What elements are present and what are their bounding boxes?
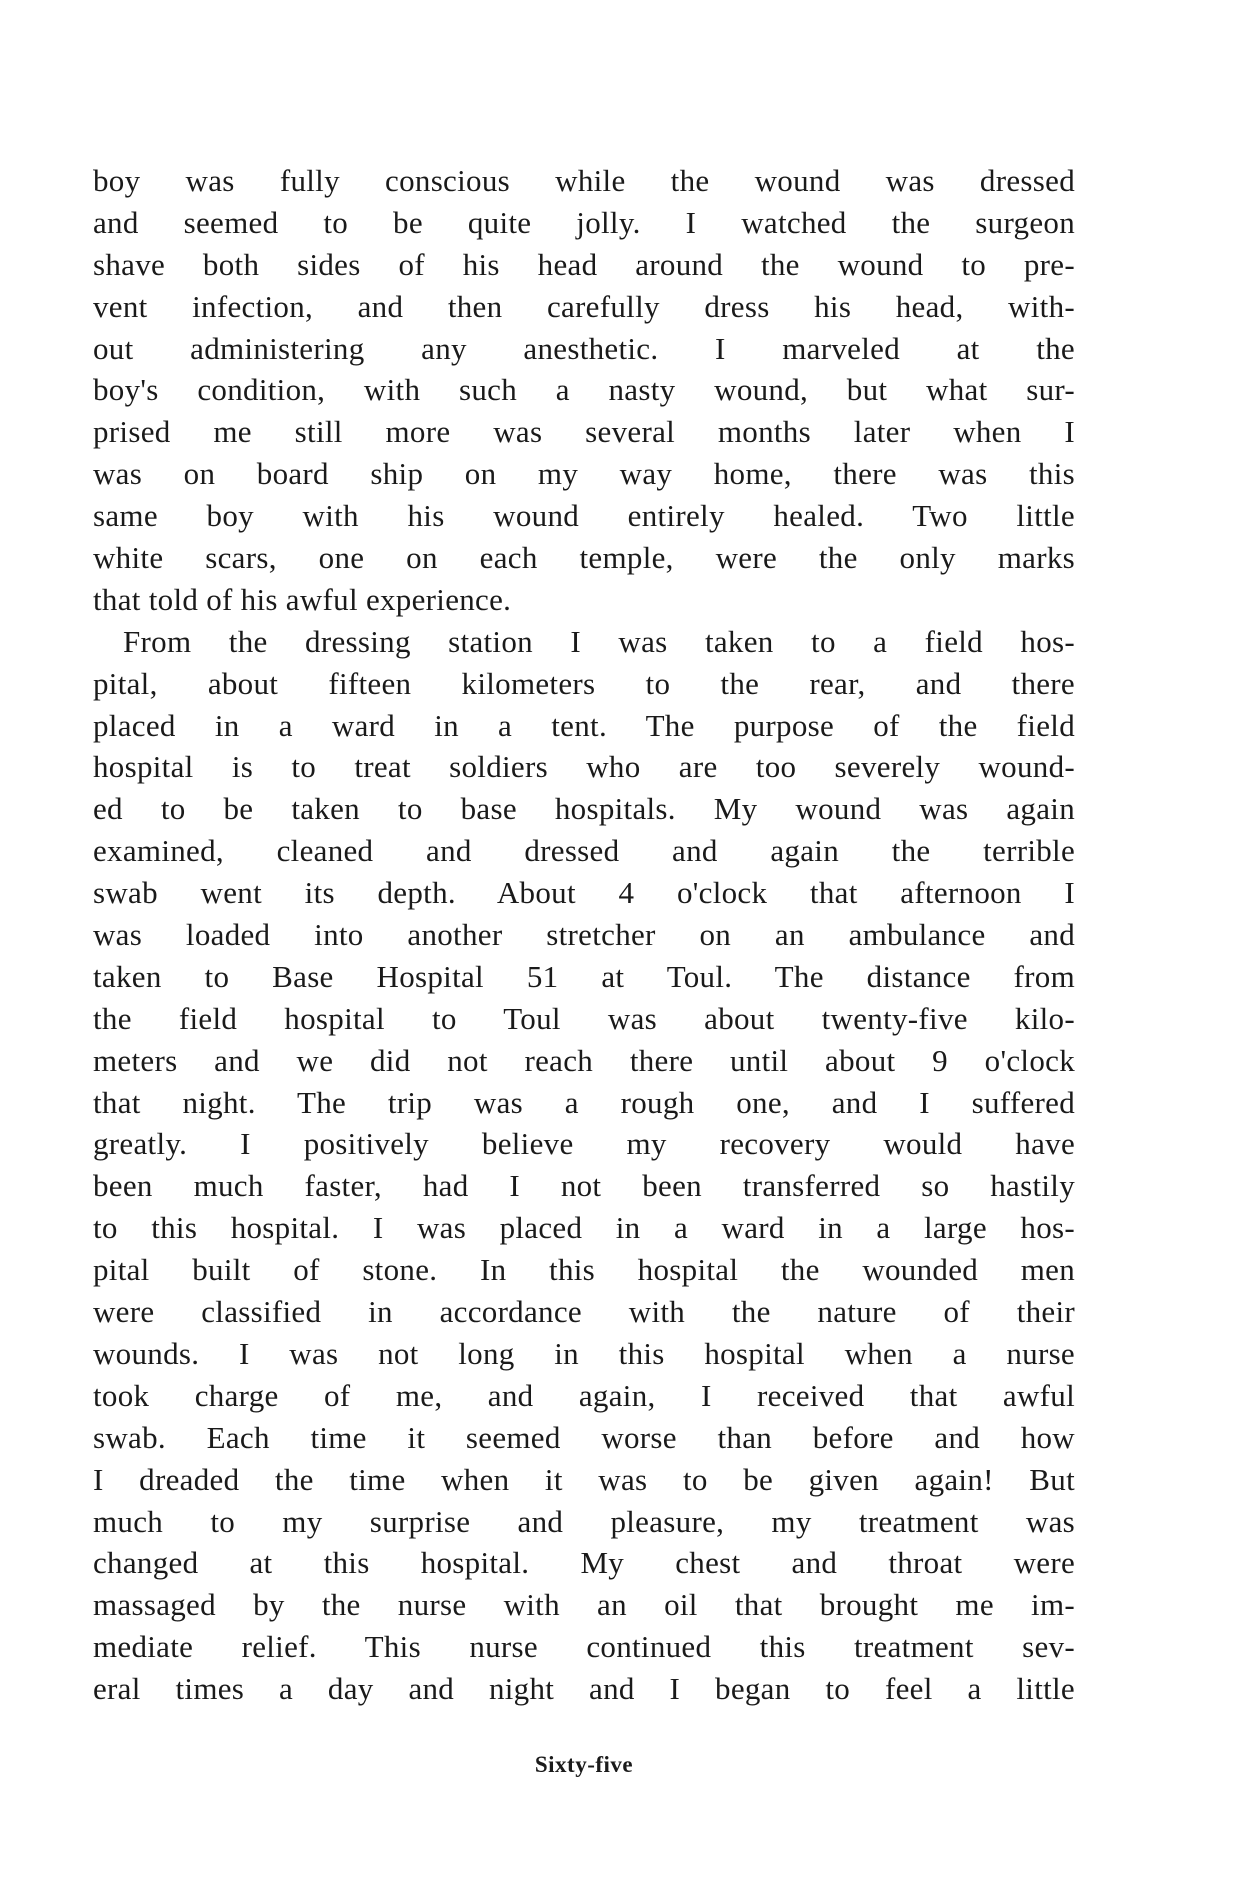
text-line: taken to Base Hospital 51 at Toul. The distance from xyxy=(93,958,1075,994)
text-line: examined, cleaned and dressed and again the terrible xyxy=(93,833,1075,869)
text-line: and seemed to be quite jolly. I watched the surgeon xyxy=(93,204,1075,240)
text-line: ed to be taken to base hospitals. My wound was again xyxy=(93,791,1075,827)
text-line: greatly. I positively believe my recovery would have xyxy=(93,1126,1075,1162)
text-line: took charge of me, and again, I received that awful xyxy=(93,1377,1075,1413)
text-line: meters and we did not reach there until about 9 o'clock xyxy=(93,1042,1075,1078)
text-line: placed in a ward in a tent. The purpose of the field xyxy=(93,707,1075,743)
text-line: From the dressing station I was taken to a field hos- xyxy=(123,623,1075,659)
body-text xyxy=(93,160,1075,1710)
text-line: boy's condition, with such a nasty wound, but what sur- xyxy=(93,372,1075,408)
text-line: hospital is to treat soldiers who are too severely wound- xyxy=(93,749,1075,785)
text-line: pital, about fifteen kilometers to the rear, and there xyxy=(93,665,1075,701)
text-line: prised me still more was several months later when I xyxy=(93,414,1075,450)
text-line: shave both sides of his head around the wound to pre- xyxy=(93,246,1075,282)
text-line: swab. Each time it seemed worse than before and how xyxy=(93,1419,1075,1455)
text-line: was loaded into another stretcher on an ambulance and xyxy=(93,917,1075,953)
page-number: Sixty-five xyxy=(534,1752,634,1777)
text-line: pital built of stone. In this hospital the wounded men xyxy=(93,1252,1075,1288)
text-line: much to my surprise and pleasure, my treatment was xyxy=(93,1503,1075,1539)
text-line: white scars, one on each temple, were the only marks xyxy=(93,540,1075,576)
text-line: were classified in accordance with the nature of their xyxy=(93,1294,1075,1330)
text-line: mediate relief. This nurse continued this treatment sev- xyxy=(93,1629,1075,1665)
text-line: eral times a day and night and I began to feel a little xyxy=(93,1671,1075,1707)
paragraph xyxy=(93,621,1075,1710)
text-line: that told of his awful experience. xyxy=(93,581,512,617)
text-line: out administering any anesthetic. I marveled at the xyxy=(93,330,1075,366)
paragraph xyxy=(93,160,1075,621)
text-line: wounds. I was not long in this hospital when a nurse xyxy=(93,1335,1075,1371)
text-line: the field hospital to Toul was about twenty-five kilo- xyxy=(93,1000,1075,1036)
text-line: same boy with his wound entirely healed. Two little xyxy=(93,498,1075,534)
text-line: to this hospital. I was placed in a ward in a large hos- xyxy=(93,1210,1075,1246)
text-line: swab went its depth. About 4 o'clock that afternoon I xyxy=(93,875,1075,911)
text-line: I dreaded the time when it was to be given again! But xyxy=(93,1461,1075,1497)
text-line: boy was fully conscious while the wound was dressed xyxy=(93,163,1075,198)
text-line: that night. The trip was a rough one, and I suffered xyxy=(93,1084,1075,1120)
text-line: vent infection, and then carefully dress his head, with- xyxy=(93,288,1075,324)
text-line: changed at this hospital. My chest and throat were xyxy=(93,1545,1075,1581)
text-line: was on board ship on my way home, there was this xyxy=(93,456,1075,492)
text-line: been much faster, had I not been transferred so hastily xyxy=(93,1168,1075,1204)
text-line: massaged by the nurse with an oil that brought me im- xyxy=(93,1587,1075,1623)
